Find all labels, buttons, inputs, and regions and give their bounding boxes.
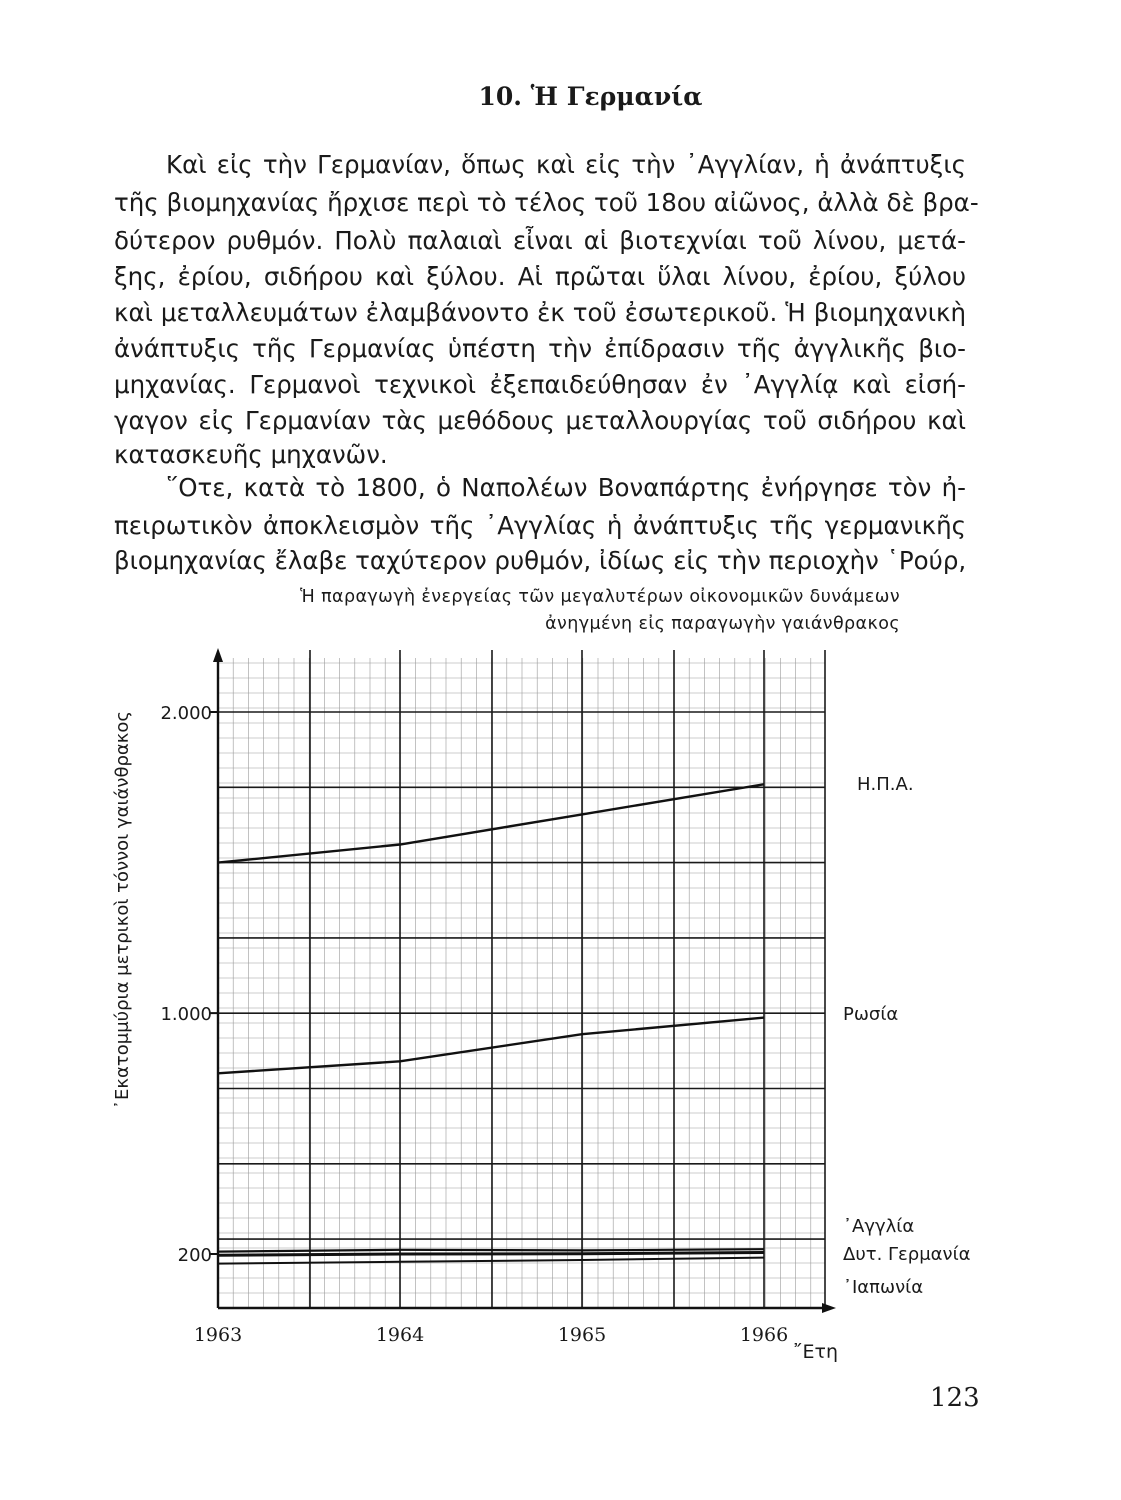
x-tick-label: 1963 — [193, 1324, 243, 1346]
text-line: βιομηχανίας ἔλαβε ταχύτερον ρυθμόν, ἰδίως εἰς τὴν περιοχὴν ῾Ρούρ, — [114, 546, 967, 575]
legend-label: Η.Π.Α. — [857, 774, 914, 795]
text-line: καὶ μεταλλευμάτων ἐλαμβάνοντο ἐκ τοῦ ἐσωτερικοῦ. Ἡ βιομηχανικὴ — [114, 298, 966, 327]
series-line — [218, 784, 764, 862]
y-tick-label: 2.000 — [160, 703, 212, 724]
text-line: Καὶ εἰς τὴν Γερμανίαν, ὅπως καὶ εἰς τὴν ᾿Αγγλίαν, ἡ ἀνάπτυξις — [166, 150, 966, 179]
y-axis-arrow — [213, 648, 223, 662]
y-tick-label: 200 — [177, 1245, 212, 1266]
x-tick-label: 1965 — [557, 1324, 607, 1346]
chart-grid-minor — [218, 658, 825, 1308]
text-line: ἀνάπτυξις τῆς Γερμανίας ὑπέστη τὴν ἐπίδρασιν τῆς ἀγγλικῆς βιο- — [114, 334, 966, 363]
text-line: τῆς βιομηχανίας ἤρχισε περὶ τὸ τέλος τοῦ 18ου αἰῶνος, ἀλλὰ δὲ βρα- — [114, 188, 979, 217]
chart-title: Ἡ παραγωγὴ ἐνεργείας τῶν μεγαλυτέρων οἰκονομικῶν δυνάμεων — [300, 587, 900, 607]
chart-subtitle: ἀνηγμένη εἰς παραγωγὴν γαιάνθρακος — [545, 614, 900, 634]
legend-label: Δυτ. Γερμανία — [843, 1244, 971, 1265]
text-line: ξης, ἐρίου, σιδήρου καὶ ξύλου. Αἱ πρῶται ὕλαι λίνου, ἐρίου, ξύλου — [114, 262, 966, 291]
chart-series-lines — [218, 784, 764, 1263]
y-tick-label: 1.000 — [160, 1004, 212, 1026]
legend-label: ᾿Ιαπωνία — [843, 1277, 924, 1298]
legend-label: Ρωσία — [843, 1004, 899, 1025]
text-line: ῞Οτε, κατὰ τὸ 1800, ὁ Ναπολέων Βοναπάρτης ἐνήργησε τὸν ἠ- — [166, 473, 966, 502]
x-tick-label: 1964 — [375, 1324, 425, 1346]
series-line — [218, 1018, 764, 1074]
chart-axes — [213, 648, 836, 1313]
x-axis-arrow — [822, 1303, 836, 1313]
x-tick-label: 1966 — [739, 1324, 789, 1346]
page-number: 123 — [930, 1383, 980, 1413]
text-line: μηχανίας. Γερμανοὶ τεχνικοὶ ἐξεπαιδεύθησαν ἐν ᾿Αγγλίᾳ καὶ εἰσή- — [114, 370, 966, 399]
legend-label: ᾿Αγγλία — [843, 1216, 915, 1237]
section-heading: 10. Ἡ Γερμανία — [478, 82, 703, 111]
x-axis-label: ῎Ετη — [793, 1341, 838, 1363]
series-line — [218, 1249, 764, 1251]
series-line — [218, 1253, 764, 1256]
text-line: κατασκευῆς μηχανῶν. — [114, 440, 388, 469]
text-line: δύτερον ρυθμόν. Πολὺ παλαιαὶ εἶναι αἱ βιοτεχνίαι τοῦ λίνου, μετά- — [114, 226, 966, 255]
y-axis-label: ᾿Εκατομμύρια μετρικοὶ τόννοι γαιάνθρακος — [112, 711, 133, 1109]
text-line: γαγον εἰς Γερμανίαν τὰς μεθόδους μεταλλουργίας τοῦ σιδήρου καὶ — [114, 406, 966, 435]
chart-legend — [843, 774, 971, 1298]
text-line: πειρωτικὸν ἀποκλεισμὸν τῆς ᾿Αγγλίας ἡ ἀνάπτυξις τῆς γερμανικῆς — [114, 511, 966, 540]
